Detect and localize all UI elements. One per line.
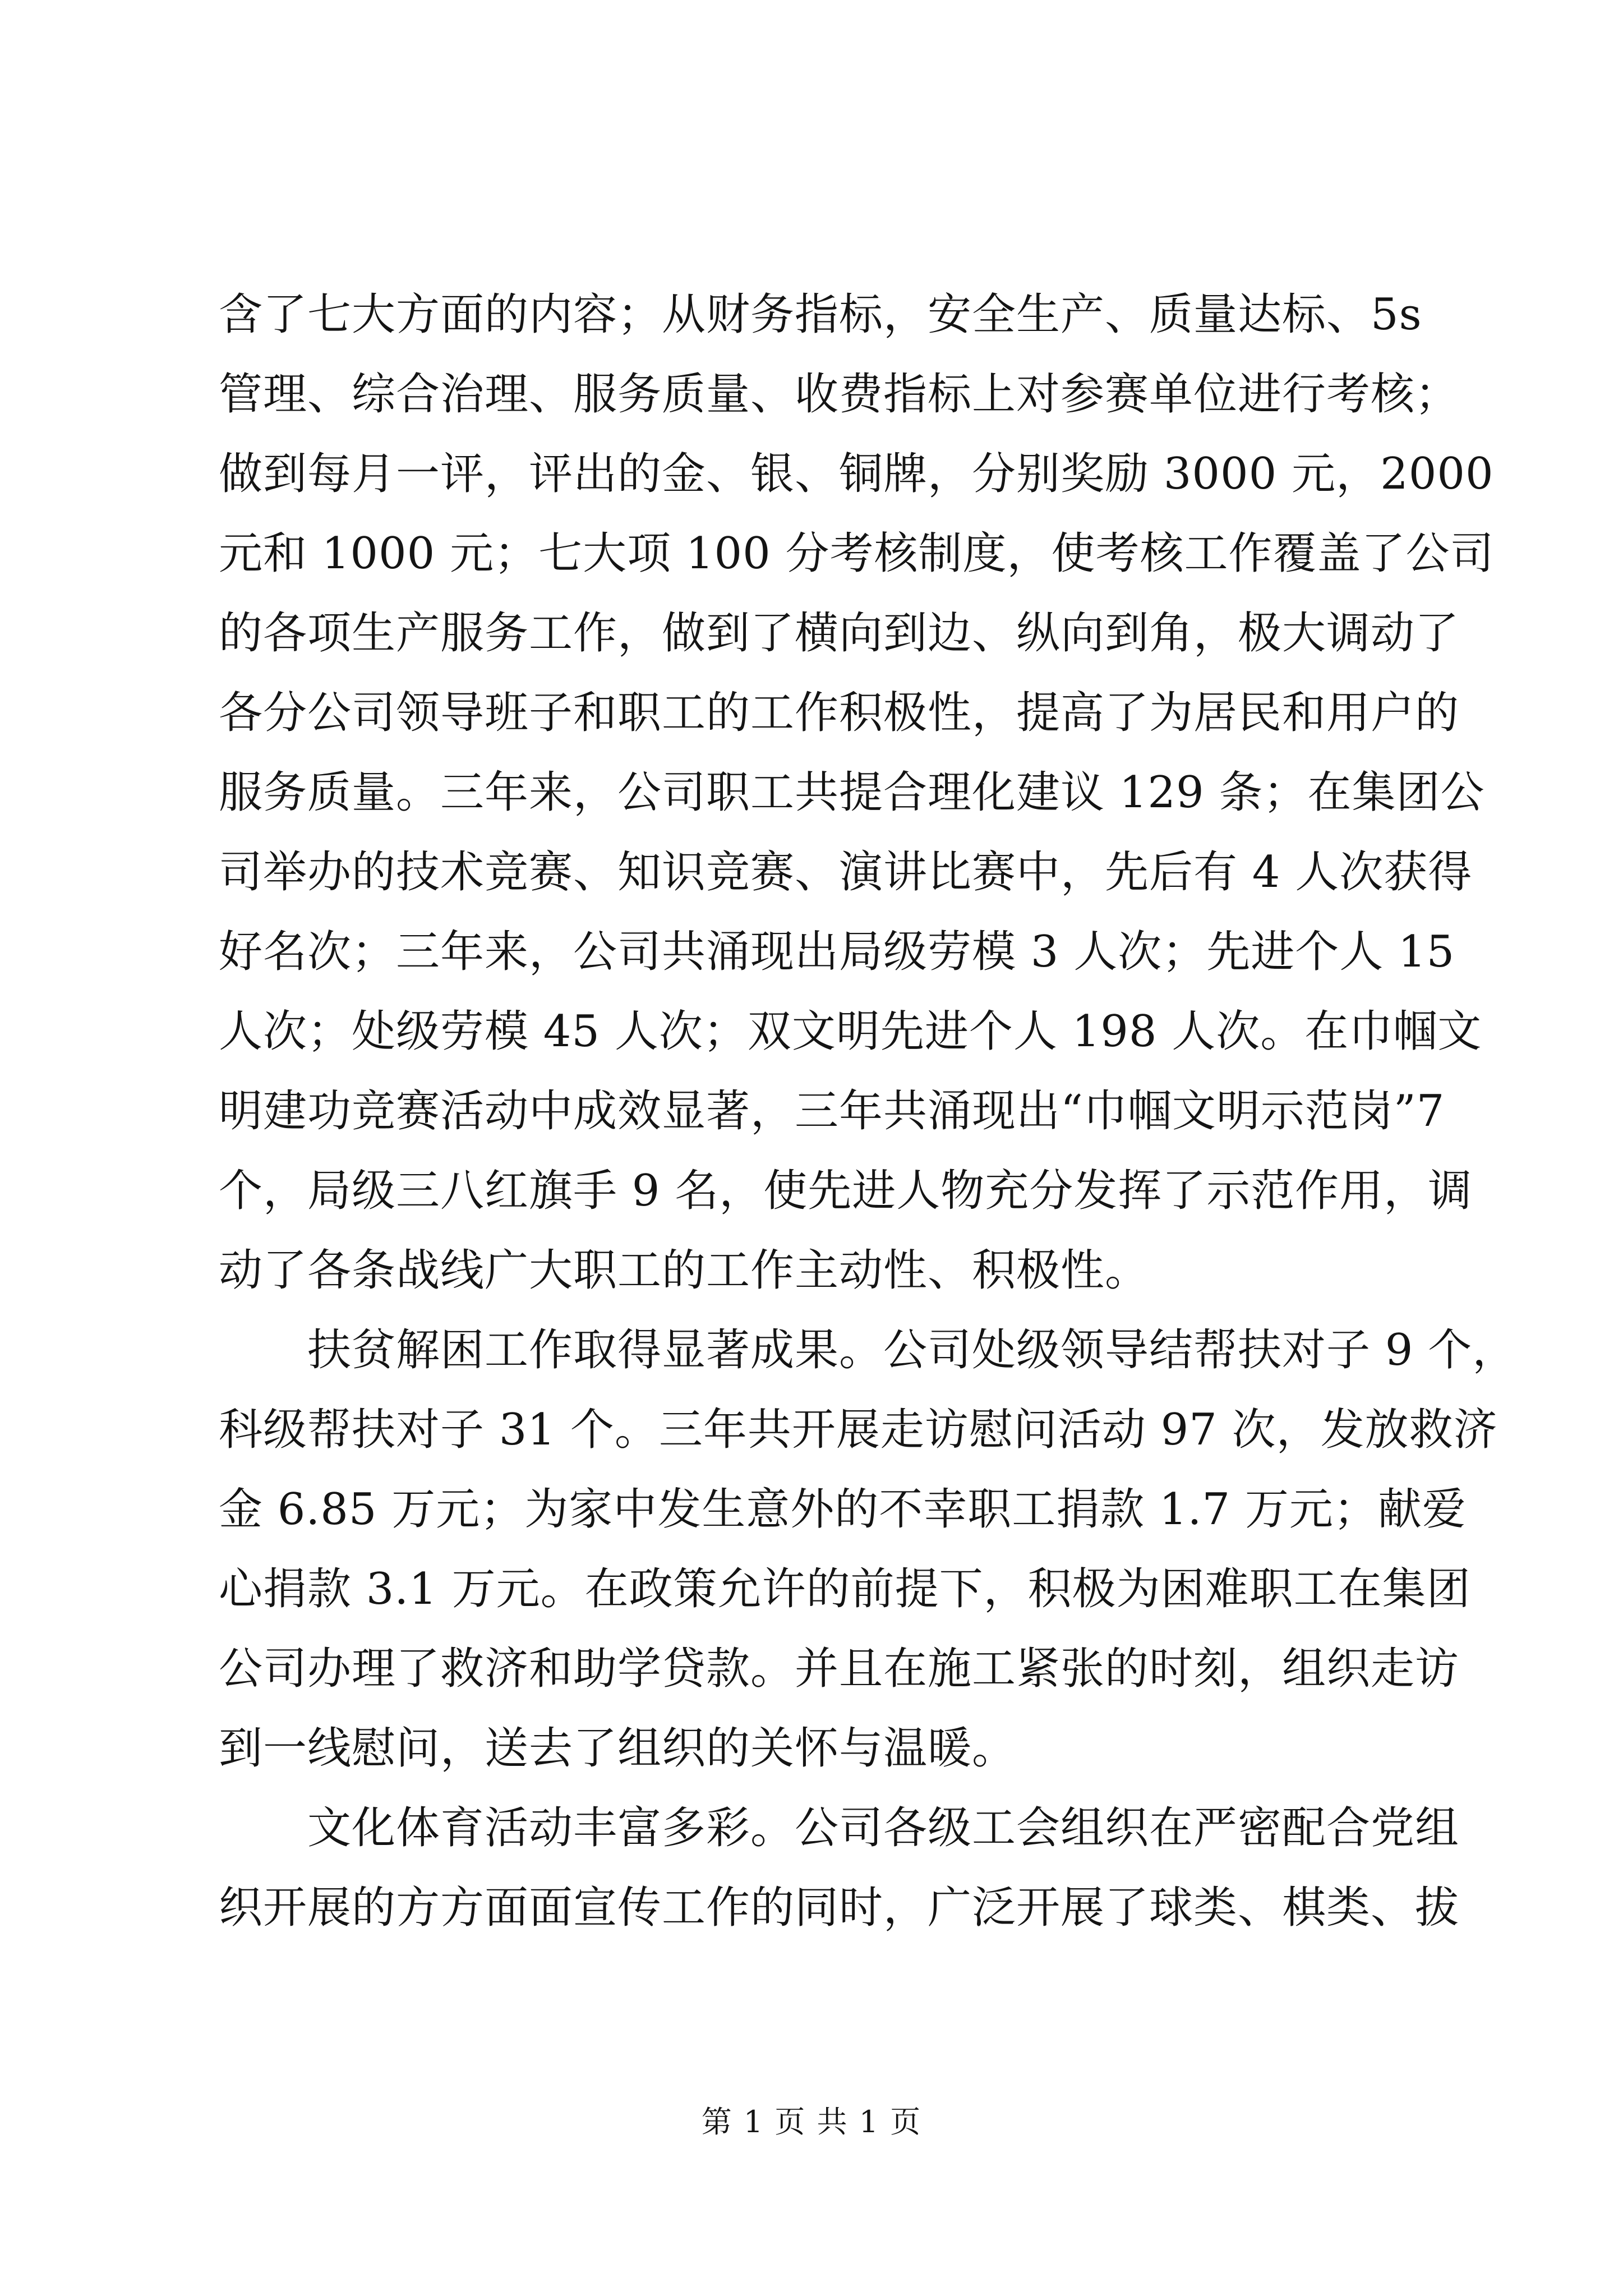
- text-line: 科级帮扶对子 31 个。三年共开展走访慰问活动 97 次，发放救济: [219, 1405, 1498, 1455]
- text-line: 服务质量。三年来，公司职工共提合理化建议 129 条；在集团公: [219, 767, 1485, 818]
- text-line: 明建功竞赛活动中成效显著，三年共涌现出“巾帼文明示范岗”7: [219, 1086, 1445, 1137]
- paragraph-start-line: 扶贫解困工作取得显著成果。公司处级领导结帮扶对子 9 个，: [219, 1325, 1517, 1375]
- text-line: 个，局级三八红旗手 9 名，使先进人物充分发挥了示范作用，调: [219, 1166, 1473, 1216]
- text-line: 好名次；三年来，公司共涌现出局级劳模 3 人次；先进个人 15: [219, 927, 1455, 977]
- text-line: 的各项生产服务工作，做到了横向到边、纵向到角，极大调动了: [219, 608, 1460, 659]
- text-line: 到一线慰问，送去了组织的关怀与温暖。: [219, 1723, 1017, 1774]
- text-line: 公司办理了救济和助学贷款。并且在施工紧张的时刻，组织走访: [219, 1644, 1460, 1694]
- body-text: [219, 275, 1517, 1948]
- paragraph-start-line: 文化体育活动丰富多彩。公司各级工会组织在严密配合党组: [219, 1803, 1460, 1853]
- text-line: 司举办的技术竞赛、知识竞赛、演讲比赛中，先后有 4 人次获得: [219, 847, 1473, 898]
- text-line: 各分公司领导班子和职工的工作积极性，提高了为居民和用户的: [219, 688, 1460, 738]
- text-line: 人次；处级劳模 45 人次；双文明先进个人 198 人次。在巾帼文: [219, 1006, 1482, 1057]
- text-line: 含了七大方面的内容；从财务指标，安全生产、质量达标、5s: [219, 289, 1422, 340]
- text-line: 元和 1000 元；七大项 100 分考核制度，使考核工作覆盖了公司: [219, 528, 1495, 579]
- text-line: 金 6.85 万元；为家中发生意外的不幸职工捐款 1.7 万元；献爱: [219, 1484, 1467, 1535]
- text-line: 管理、综合治理、服务质量、收费指标上对参赛单位进行考核；: [219, 369, 1460, 420]
- text-line: 织开展的方方面面宣传工作的同时，广泛开展了球类、棋类、拔: [219, 1883, 1460, 1933]
- text-line: 动了各条战线广大职工的工作主动性、积极性。: [219, 1245, 1150, 1296]
- page-footer: 第 1 页 共 1 页: [701, 2104, 922, 2139]
- text-line: 心捐款 3.1 万元。在政策允许的前提下，积极为困难职工在集团: [219, 1564, 1471, 1614]
- text-line: 做到每月一评，评出的金、银、铜牌，分别奖励 3000 元，2000: [219, 449, 1494, 499]
